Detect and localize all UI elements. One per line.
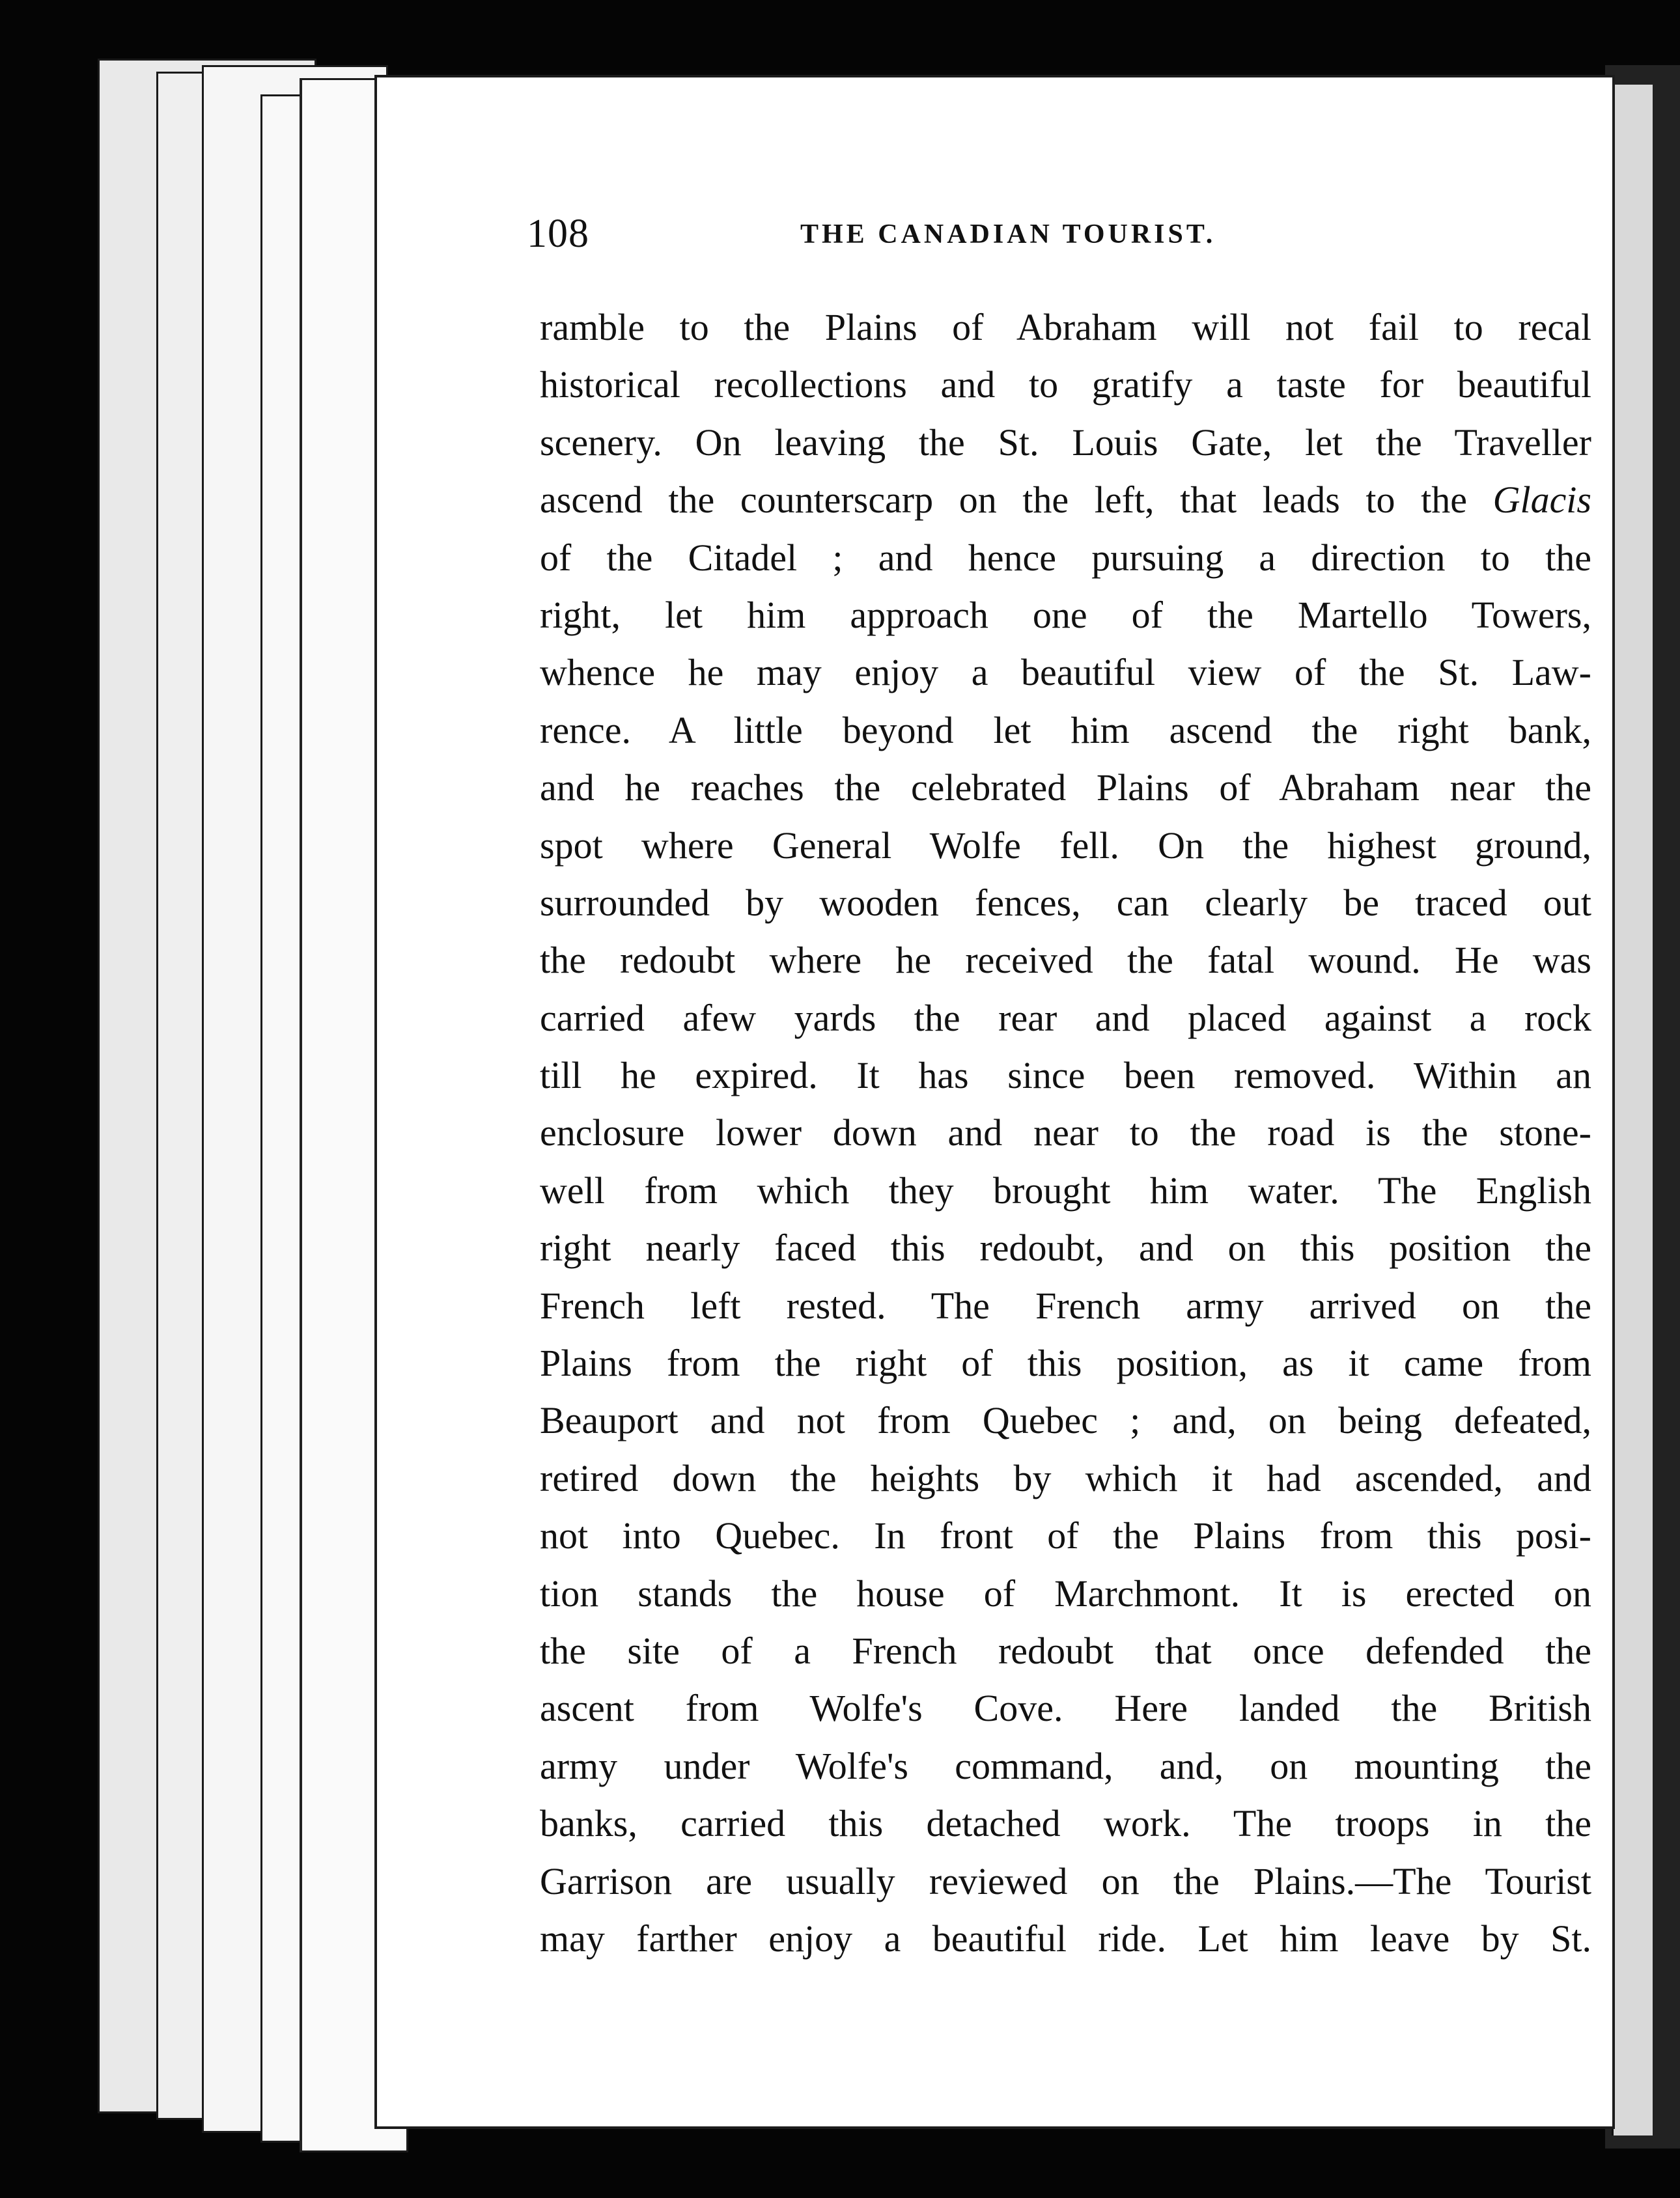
text-line: not into Quebec. In front of the Plains from this posi- bbox=[540, 1514, 1591, 1557]
book-page bbox=[374, 75, 1615, 2129]
page-header bbox=[527, 211, 1575, 283]
text-line: spot where General Wolfe fell. On the highest ground, bbox=[540, 824, 1591, 867]
text-line: till he expired. It has since been removed. Within an bbox=[540, 1054, 1591, 1097]
text-line: the redoubt where he received the fatal wound. He was bbox=[540, 939, 1591, 982]
text-line: may farther enjoy a beautiful ride. Let him leave by St. bbox=[540, 1917, 1591, 1960]
text-line: historical recollections and to gratify a taste for beautiful bbox=[540, 363, 1591, 406]
text-line: Beauport and not from Quebec ; and, on being defeated, bbox=[540, 1399, 1591, 1442]
text-line: of the Citadel ; and hence pursuing a direction to the bbox=[540, 536, 1591, 579]
text-line: army under Wolfe's command, and, on mounting the bbox=[540, 1744, 1591, 1787]
text-line: tion stands the house of Marchmont. It is erected on bbox=[540, 1572, 1591, 1615]
text-line: ascent from Wolfe's Cove. Here landed the British bbox=[540, 1687, 1591, 1730]
page-number: 108 bbox=[527, 212, 589, 256]
text-line: retired down the heights by which it had ascended, and bbox=[540, 1456, 1591, 1499]
text-line: Plains from the right of this position, as it came from bbox=[540, 1342, 1591, 1385]
text-line: and he reaches the celebrated Plains of Abraham near the bbox=[540, 766, 1591, 809]
text-line: scenery. On leaving the St. Louis Gate, let the Traveller bbox=[540, 421, 1591, 464]
binding-strip bbox=[1612, 85, 1653, 2135]
text-line: the site of a French redoubt that once defended the bbox=[540, 1629, 1591, 1672]
text-line-part: ascend the counterscarp on the left, that leads to the bbox=[540, 479, 1467, 522]
text-line: rence. A little beyond let him ascend the right bank, bbox=[540, 708, 1591, 751]
italic-word: Glacis bbox=[1492, 479, 1591, 522]
text-line: whence he may enjoy a beautiful view of the St. Law- bbox=[540, 651, 1591, 694]
text-line: right, let him approach one of the Martello Towers, bbox=[540, 593, 1591, 636]
text-line: right nearly faced this redoubt, and on this position the bbox=[540, 1227, 1591, 1270]
binding-edge bbox=[1605, 65, 1680, 2149]
text-line: ramble to the Plains of Abraham will not fail to recal bbox=[540, 306, 1591, 348]
text-line: Garrison are usually reviewed on the Plains.—The Tourist bbox=[540, 1859, 1591, 1902]
text-line: carried afew yards the rear and placed against a rock bbox=[540, 996, 1591, 1039]
text-line: surrounded by wooden fences, can clearly be traced out bbox=[540, 881, 1591, 924]
text-line bbox=[540, 471, 1591, 529]
text-line: well from which they brought him water. The English bbox=[540, 1169, 1591, 1212]
text-line: enclosure lower down and near to the road is the stone- bbox=[540, 1111, 1591, 1154]
body-text bbox=[540, 299, 1591, 1968]
text-line: French left rested. The French army arrived on the bbox=[540, 1284, 1591, 1327]
text-line: banks, carried this detached work. The troops in the bbox=[540, 1802, 1591, 1845]
running-head: THE CANADIAN TOURIST. bbox=[800, 219, 1216, 249]
